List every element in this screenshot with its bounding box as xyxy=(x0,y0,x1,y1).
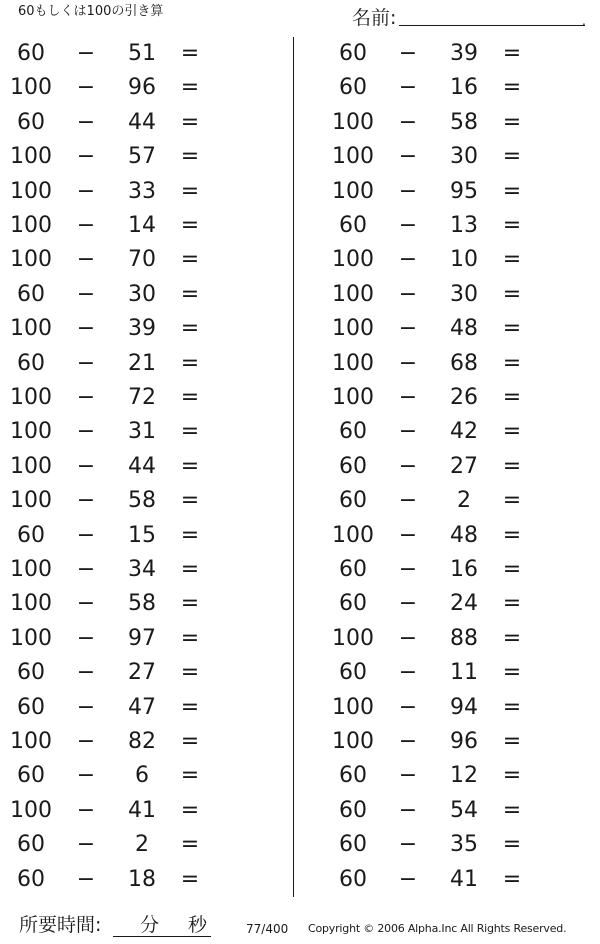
minuend: 60 xyxy=(339,832,367,858)
subtrahend: 26 xyxy=(450,385,478,410)
minuend: 60 xyxy=(339,453,367,479)
right-problem-column xyxy=(322,37,582,897)
problem-row xyxy=(322,553,582,587)
problem-row xyxy=(0,759,260,793)
minus-sign: − xyxy=(76,281,96,307)
minuend: 60 xyxy=(339,75,367,101)
minus-sign: − xyxy=(398,797,418,823)
problem-row xyxy=(322,71,582,105)
subtrahend: 34 xyxy=(128,557,156,582)
problem-row xyxy=(322,828,582,862)
minus-sign: − xyxy=(76,866,96,892)
minus-sign: − xyxy=(398,694,418,720)
minus-sign: − xyxy=(76,763,96,789)
equals-sign: = xyxy=(502,797,522,823)
problem-row xyxy=(322,243,582,277)
minus-sign: − xyxy=(398,729,418,754)
minuend: 60 xyxy=(339,866,367,892)
minuend: 60 xyxy=(17,763,45,789)
minuend: 60 xyxy=(17,41,45,66)
minuend: 60 xyxy=(17,694,45,720)
minuend: 100 xyxy=(10,729,52,754)
subtrahend: 18 xyxy=(128,866,156,892)
minuend: 100 xyxy=(10,213,52,238)
problem-row xyxy=(0,415,260,449)
problem-row xyxy=(322,691,582,725)
equals-sign: = xyxy=(180,247,200,273)
minus-sign: − xyxy=(398,281,418,307)
subtrahend: 27 xyxy=(128,660,156,686)
subtrahend: 58 xyxy=(128,488,156,514)
minus-sign: − xyxy=(398,591,418,617)
equals-sign: = xyxy=(502,316,522,342)
equals-sign: = xyxy=(180,797,200,823)
subtrahend: 16 xyxy=(450,557,478,582)
subtrahend: 16 xyxy=(450,75,478,101)
minuend: 60 xyxy=(17,281,45,307)
minus-sign: − xyxy=(398,213,418,238)
copyright-notice: Copyright © 2006 Alpha.Inc All Rights Reserved. xyxy=(308,922,567,935)
subtrahend: 12 xyxy=(450,763,478,789)
equals-sign: = xyxy=(502,41,522,66)
minus-sign: − xyxy=(398,247,418,273)
equals-sign: = xyxy=(180,109,200,135)
minuend: 100 xyxy=(332,247,374,273)
minus-sign: − xyxy=(76,488,96,514)
problem-row xyxy=(322,622,582,656)
problem-row xyxy=(322,106,582,140)
name-field-line[interactable] xyxy=(399,25,585,26)
subtrahend: 6 xyxy=(135,763,149,789)
minuend: 100 xyxy=(332,316,374,342)
minuend: 60 xyxy=(17,660,45,686)
column-divider xyxy=(293,37,294,897)
problem-row xyxy=(0,312,260,346)
equals-sign: = xyxy=(180,763,200,789)
minus-sign: − xyxy=(76,385,96,410)
subtrahend: 97 xyxy=(128,625,156,651)
minus-sign: − xyxy=(76,109,96,135)
subtrahend: 68 xyxy=(450,350,478,376)
equals-sign: = xyxy=(180,866,200,892)
equals-sign: = xyxy=(180,729,200,754)
problem-row xyxy=(322,37,582,71)
equals-sign: = xyxy=(180,316,200,342)
equals-sign: = xyxy=(180,281,200,307)
problem-row xyxy=(0,347,260,381)
subtrahend: 96 xyxy=(128,75,156,101)
minus-sign: − xyxy=(398,109,418,135)
minuend: 60 xyxy=(17,866,45,892)
subtrahend: 21 xyxy=(128,350,156,376)
minuend: 100 xyxy=(10,797,52,823)
problem-row xyxy=(0,863,260,897)
minuend: 60 xyxy=(339,660,367,686)
minus-sign: − xyxy=(76,419,96,445)
problem-row xyxy=(0,691,260,725)
equals-sign: = xyxy=(502,522,522,548)
minuend: 100 xyxy=(10,419,52,445)
minus-sign: − xyxy=(76,522,96,548)
subtrahend: 13 xyxy=(450,213,478,238)
subtrahend: 31 xyxy=(128,419,156,445)
minuend: 100 xyxy=(332,694,374,720)
equals-sign: = xyxy=(180,75,200,101)
equals-sign: = xyxy=(502,109,522,135)
equals-sign: = xyxy=(502,660,522,686)
problem-row xyxy=(322,450,582,484)
equals-sign: = xyxy=(502,350,522,376)
problem-row xyxy=(0,828,260,862)
equals-sign: = xyxy=(502,75,522,101)
subtrahend: 44 xyxy=(128,109,156,135)
problem-row xyxy=(0,553,260,587)
subtrahend: 30 xyxy=(450,144,478,170)
minus-sign: − xyxy=(76,247,96,273)
minuend: 100 xyxy=(10,316,52,342)
minus-sign: − xyxy=(76,625,96,651)
minus-sign: − xyxy=(76,832,96,858)
subtrahend: 30 xyxy=(450,281,478,307)
name-label: 名前: xyxy=(352,7,397,29)
minuend: 60 xyxy=(339,41,367,66)
problem-row xyxy=(322,381,582,415)
subtrahend: 39 xyxy=(128,316,156,342)
minus-sign: − xyxy=(76,316,96,342)
subtrahend: 47 xyxy=(128,694,156,720)
equals-sign: = xyxy=(180,41,200,66)
subtrahend: 82 xyxy=(128,729,156,754)
equals-sign: = xyxy=(502,488,522,514)
minus-sign: − xyxy=(398,41,418,66)
equals-sign: = xyxy=(180,625,200,651)
problem-row xyxy=(322,175,582,209)
minuend: 100 xyxy=(10,591,52,617)
subtrahend: 15 xyxy=(128,522,156,548)
minuend: 100 xyxy=(10,625,52,651)
problem-row xyxy=(322,587,582,621)
minus-sign: − xyxy=(76,660,96,686)
equals-sign: = xyxy=(180,453,200,479)
time-required-label: 所要時間: xyxy=(19,914,102,936)
subtrahend: 41 xyxy=(450,866,478,892)
equals-sign: = xyxy=(180,557,200,582)
minus-sign: − xyxy=(398,763,418,789)
equals-sign: = xyxy=(502,453,522,479)
minus-sign: − xyxy=(76,591,96,617)
minuend: 60 xyxy=(339,797,367,823)
footer xyxy=(0,905,600,944)
minus-sign: − xyxy=(76,213,96,238)
left-problem-column xyxy=(0,37,260,897)
minus-sign: − xyxy=(398,144,418,170)
subtrahend: 48 xyxy=(450,316,478,342)
minuend: 100 xyxy=(332,281,374,307)
problem-row xyxy=(0,243,260,277)
minus-sign: − xyxy=(398,350,418,376)
problem-row xyxy=(0,140,260,174)
minus-sign: − xyxy=(398,178,418,204)
problem-row xyxy=(322,312,582,346)
subtrahend: 51 xyxy=(128,41,156,66)
equals-sign: = xyxy=(502,419,522,445)
minus-sign: − xyxy=(76,797,96,823)
equals-sign: = xyxy=(502,729,522,754)
problem-row xyxy=(0,209,260,243)
minus-sign: − xyxy=(398,316,418,342)
subtrahend: 39 xyxy=(450,41,478,66)
problem-row xyxy=(322,209,582,243)
minus-sign: − xyxy=(398,488,418,514)
problem-row xyxy=(322,415,582,449)
minuend: 100 xyxy=(10,385,52,410)
minuend: 100 xyxy=(10,557,52,582)
minus-sign: − xyxy=(398,660,418,686)
equals-sign: = xyxy=(180,350,200,376)
problem-row xyxy=(0,381,260,415)
equals-sign: = xyxy=(502,213,522,238)
minus-sign: − xyxy=(76,350,96,376)
problem-row xyxy=(0,587,260,621)
problem-row xyxy=(322,863,582,897)
name-field-end-dot: . xyxy=(582,14,586,28)
minuend: 100 xyxy=(332,178,374,204)
equals-sign: = xyxy=(502,763,522,789)
equals-sign: = xyxy=(180,144,200,170)
minus-sign: − xyxy=(76,41,96,66)
problem-row xyxy=(322,794,582,828)
subtrahend: 42 xyxy=(450,419,478,445)
subtrahend: 44 xyxy=(128,453,156,479)
subtrahend: 70 xyxy=(128,247,156,273)
minuend: 100 xyxy=(332,385,374,410)
minuend: 100 xyxy=(332,625,374,651)
minuend: 100 xyxy=(332,109,374,135)
minus-sign: − xyxy=(76,178,96,204)
equals-sign: = xyxy=(180,178,200,204)
problem-row xyxy=(322,759,582,793)
equals-sign: = xyxy=(180,213,200,238)
minuend: 100 xyxy=(332,522,374,548)
minus-sign: − xyxy=(398,75,418,101)
problem-row xyxy=(0,794,260,828)
equals-sign: = xyxy=(180,385,200,410)
equals-sign: = xyxy=(502,866,522,892)
minuend: 60 xyxy=(339,763,367,789)
problem-row xyxy=(322,278,582,312)
minus-sign: − xyxy=(398,385,418,410)
problem-row xyxy=(0,519,260,553)
subtrahend: 95 xyxy=(450,178,478,204)
problem-row xyxy=(0,175,260,209)
minuend: 60 xyxy=(339,488,367,514)
subtrahend: 2 xyxy=(457,488,471,514)
minuend: 60 xyxy=(339,557,367,582)
problem-row xyxy=(0,725,260,759)
minus-sign: − xyxy=(398,522,418,548)
minuend: 60 xyxy=(17,350,45,376)
minus-sign: − xyxy=(398,625,418,651)
minuend: 60 xyxy=(17,832,45,858)
equals-sign: = xyxy=(502,144,522,170)
problem-row xyxy=(0,450,260,484)
subtrahend: 35 xyxy=(450,832,478,858)
problem-row xyxy=(322,484,582,518)
minus-sign: − xyxy=(76,557,96,582)
equals-sign: = xyxy=(180,660,200,686)
equals-sign: = xyxy=(180,591,200,617)
subtrahend: 24 xyxy=(450,591,478,617)
subtrahend: 94 xyxy=(450,694,478,720)
problem-row xyxy=(0,71,260,105)
minutes-label: 分 xyxy=(140,914,160,936)
minuend: 60 xyxy=(17,522,45,548)
minus-sign: − xyxy=(76,75,96,101)
subtrahend: 41 xyxy=(128,797,156,823)
problem-row xyxy=(0,484,260,518)
minus-sign: − xyxy=(398,832,418,858)
minuend: 100 xyxy=(10,178,52,204)
minus-sign: − xyxy=(398,419,418,445)
minuend: 100 xyxy=(332,144,374,170)
problem-row xyxy=(322,347,582,381)
seconds-label: 秒 xyxy=(188,914,208,936)
subtrahend: 27 xyxy=(450,453,478,479)
problem-row xyxy=(0,656,260,690)
equals-sign: = xyxy=(502,385,522,410)
equals-sign: = xyxy=(502,591,522,617)
minuend: 100 xyxy=(10,144,52,170)
minuend: 100 xyxy=(10,247,52,273)
equals-sign: = xyxy=(502,832,522,858)
problem-row xyxy=(322,519,582,553)
minuend: 100 xyxy=(10,75,52,101)
minus-sign: − xyxy=(76,694,96,720)
subtrahend: 72 xyxy=(128,385,156,410)
minuend: 60 xyxy=(17,109,45,135)
equals-sign: = xyxy=(502,178,522,204)
minuend: 60 xyxy=(339,591,367,617)
problem-row xyxy=(0,622,260,656)
equals-sign: = xyxy=(180,694,200,720)
subtrahend: 88 xyxy=(450,625,478,651)
subtrahend: 11 xyxy=(450,660,478,686)
minus-sign: − xyxy=(76,453,96,479)
problem-row xyxy=(0,278,260,312)
equals-sign: = xyxy=(180,488,200,514)
subtrahend: 96 xyxy=(450,729,478,754)
problem-row xyxy=(322,725,582,759)
subtrahend: 57 xyxy=(128,144,156,170)
equals-sign: = xyxy=(180,832,200,858)
equals-sign: = xyxy=(502,281,522,307)
page-number: 77/400 xyxy=(246,922,289,936)
problem-row xyxy=(322,656,582,690)
subtrahend: 33 xyxy=(128,178,156,204)
worksheet-title: 60もしくは100の引き算 xyxy=(18,4,164,19)
equals-sign: = xyxy=(180,522,200,548)
minus-sign: − xyxy=(398,557,418,582)
subtrahend: 58 xyxy=(128,591,156,617)
minuend: 60 xyxy=(339,419,367,445)
equals-sign: = xyxy=(502,625,522,651)
subtrahend: 48 xyxy=(450,522,478,548)
problem-row xyxy=(322,140,582,174)
minus-sign: − xyxy=(398,453,418,479)
minuend: 100 xyxy=(332,350,374,376)
equals-sign: = xyxy=(502,247,522,273)
minuend: 100 xyxy=(332,729,374,754)
subtrahend: 2 xyxy=(135,832,149,858)
equals-sign: = xyxy=(502,694,522,720)
subtrahend: 14 xyxy=(128,213,156,238)
subtrahend: 10 xyxy=(450,247,478,273)
subtrahend: 54 xyxy=(450,797,478,823)
minuend: 60 xyxy=(339,213,367,238)
problem-row xyxy=(0,37,260,71)
minus-sign: − xyxy=(76,144,96,170)
subtrahend: 30 xyxy=(128,281,156,307)
problem-row xyxy=(0,106,260,140)
subtrahend: 58 xyxy=(450,109,478,135)
equals-sign: = xyxy=(180,419,200,445)
minus-sign: − xyxy=(398,866,418,892)
minuend: 100 xyxy=(10,453,52,479)
minuend: 100 xyxy=(10,488,52,514)
minus-sign: − xyxy=(76,729,96,754)
equals-sign: = xyxy=(502,557,522,582)
